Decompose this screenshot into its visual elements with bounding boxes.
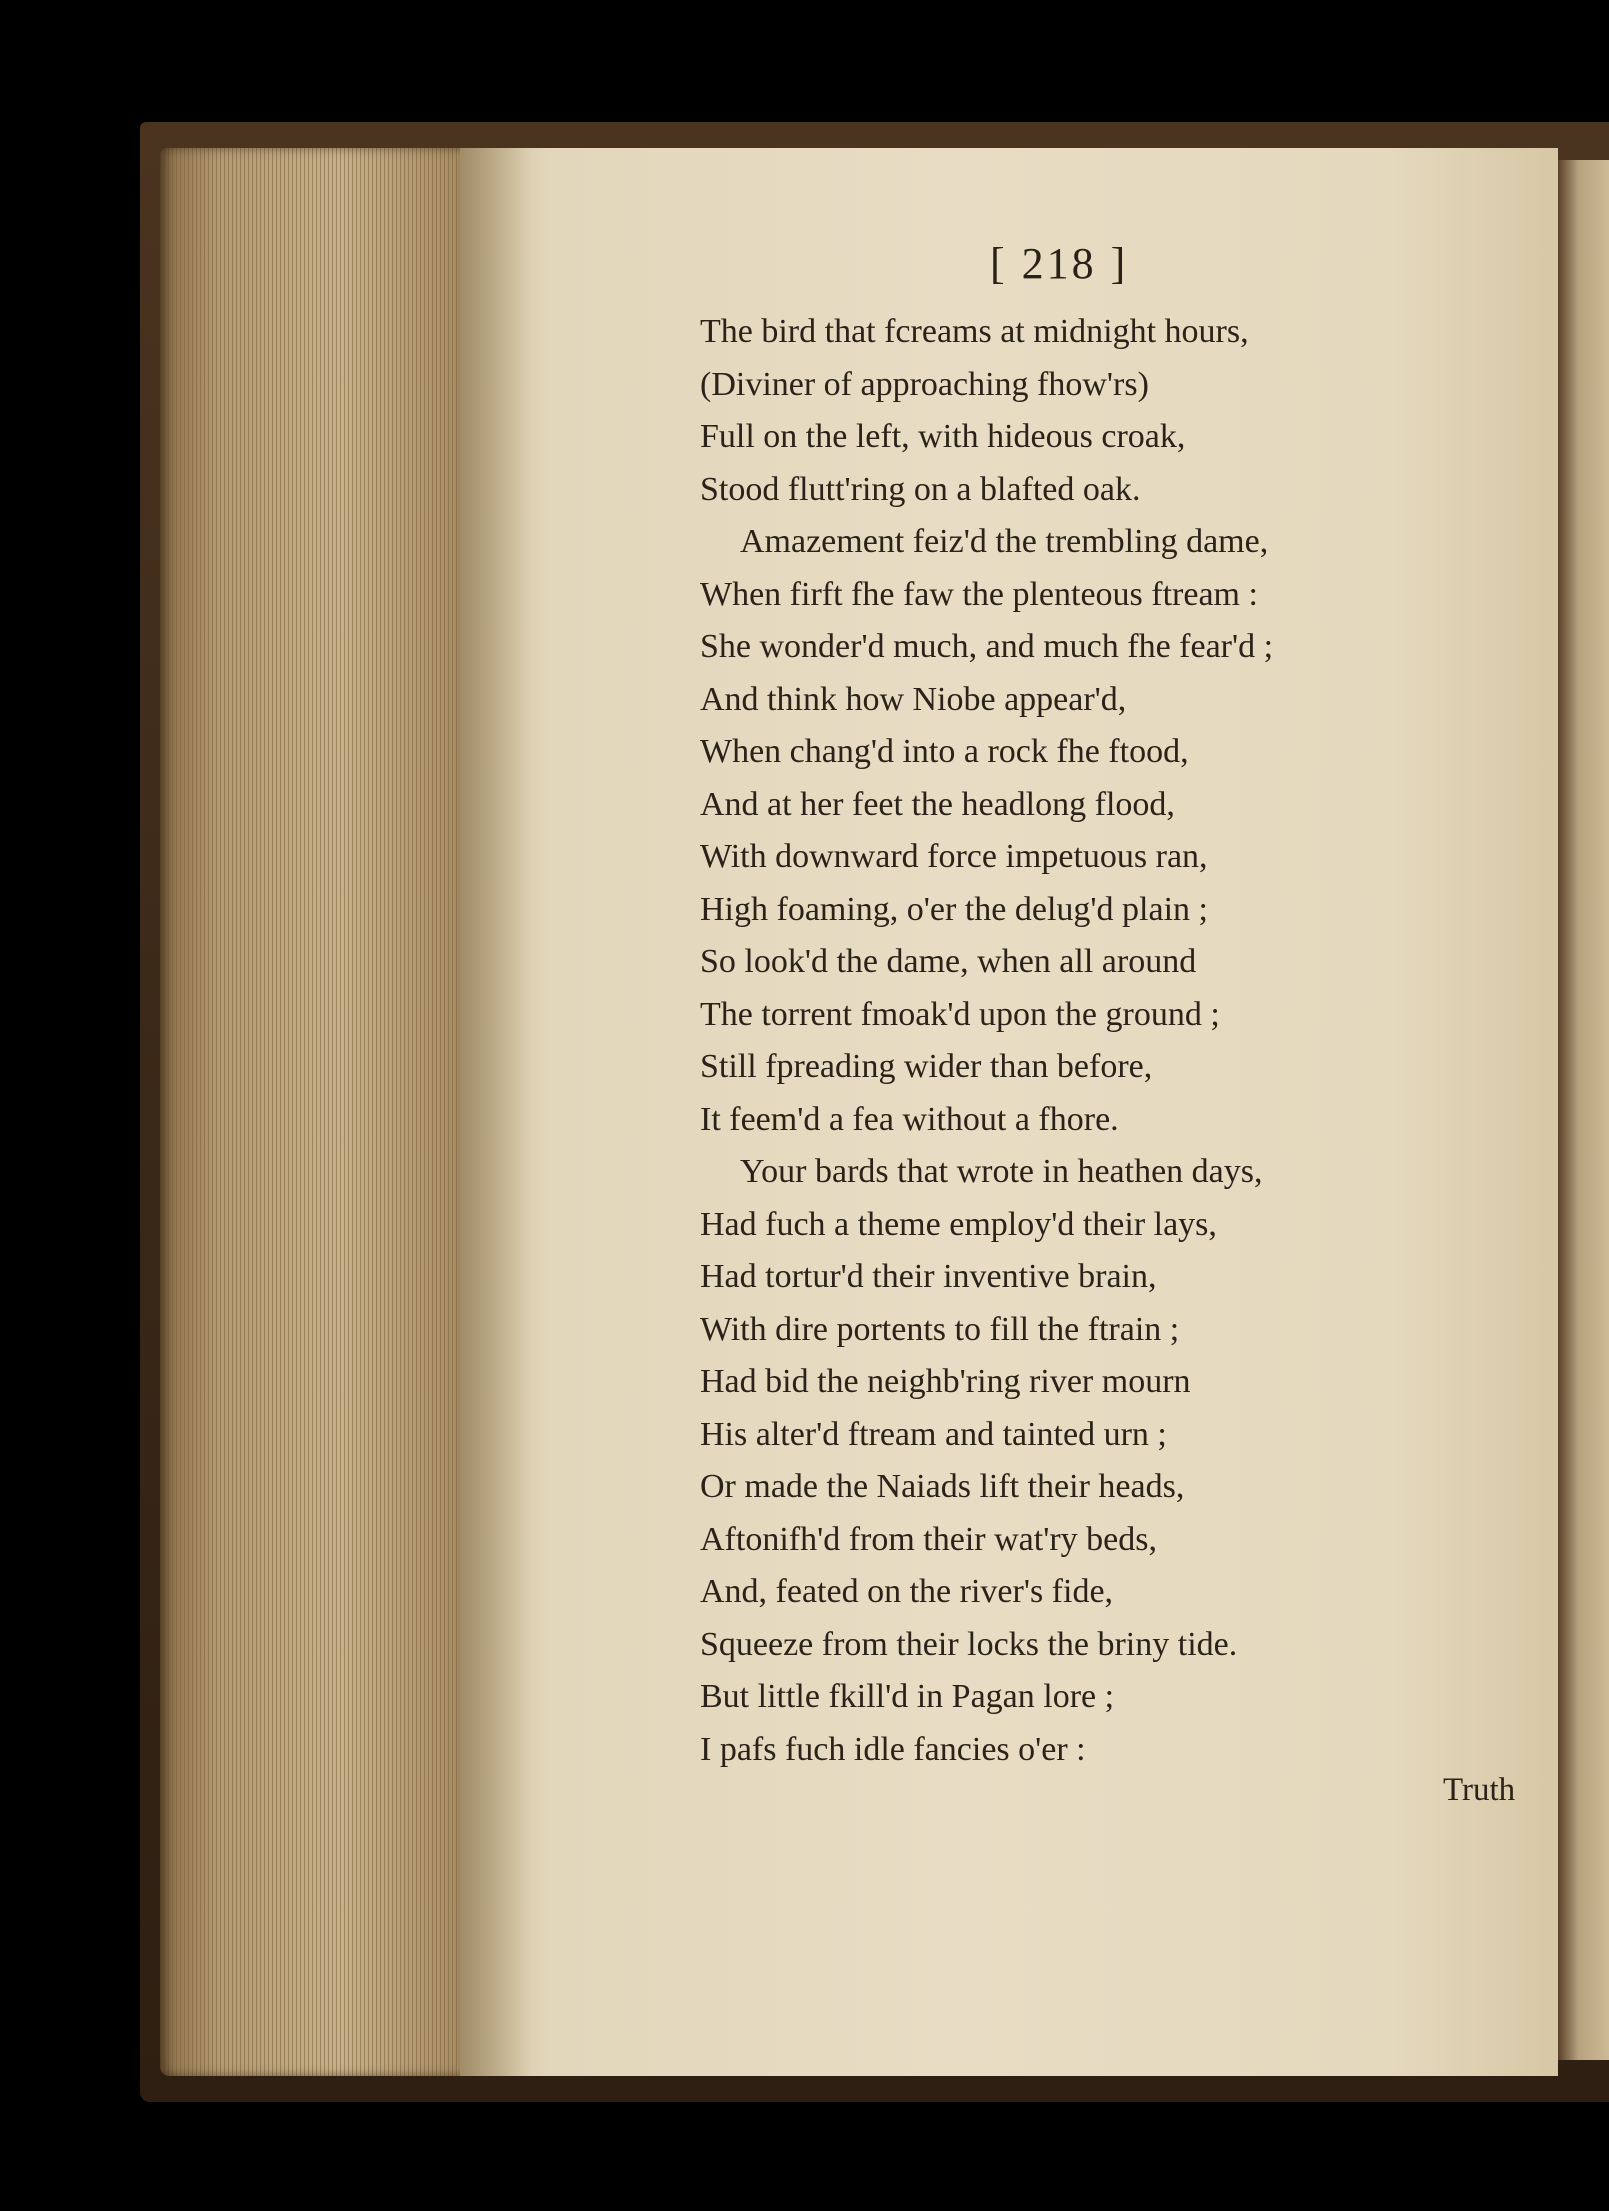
poem-line: And, feated on the river's fide, <box>700 1573 1114 1610</box>
poem-line: But little fkill'd in Pagan lore ; <box>700 1678 1115 1715</box>
poem-line: So look'd the dame, when all around <box>700 943 1197 980</box>
poem-text <box>700 306 1480 1776</box>
poem-line: Or made the Naiads lift their heads, <box>700 1468 1185 1505</box>
poem-line: When firft fhe faw the plenteous ftream : <box>700 575 1258 613</box>
poem-line: I pafs fuch idle fancies o'er : <box>700 1730 1086 1768</box>
poem-line: With dire portents to fill the ftrain ; <box>700 1310 1180 1348</box>
poem-line: With downward force impetuous ran, <box>700 838 1208 875</box>
poem-line: She wonder'd much, and much fhe fear'd ; <box>700 628 1274 665</box>
poem-line: Amazement feiz'd the trembling dame, <box>740 523 1269 560</box>
poem-line: Had tortur'd their inventive brain, <box>700 1258 1157 1295</box>
page-edges <box>160 148 460 2076</box>
poem-line: The bird that fcreams at midnight hours, <box>700 313 1249 350</box>
poem-line: Your bards that wrote in heathen days, <box>740 1153 1263 1190</box>
poem-line: (Diviner of approaching fhow'rs) <box>700 365 1149 403</box>
poem-line: It feem'd a fea without a fhore. <box>700 1100 1119 1138</box>
poem-line: High foaming, o'er the delug'd plain ; <box>700 890 1208 928</box>
poem-line: Still fpreading wider than before, <box>700 1048 1153 1085</box>
poem-line: Had bid the neighb'ring river mourn <box>700 1363 1191 1400</box>
poem-line: When chang'd into a rock fhe ftood, <box>700 733 1189 770</box>
catchword: Truth <box>1443 1772 1516 1808</box>
next-page-edge <box>1558 160 1609 2060</box>
poem-line: Full on the left, with hideous croak, <box>700 418 1186 455</box>
poem-line: Stood flutt'ring on a blafted oak. <box>700 470 1141 508</box>
page-number: [ 218 ] <box>990 239 1129 288</box>
poem-line: His alter'd ftream and tainted urn ; <box>700 1415 1167 1453</box>
gutter-shadow <box>460 148 530 2076</box>
poem-line: Aftonifh'd from their wat'ry beds, <box>700 1520 1157 1558</box>
poem-line: Squeeze from their locks the briny tide. <box>700 1625 1238 1663</box>
poem-line: And at her feet the headlong flood, <box>700 785 1175 823</box>
poem-line: And think how Niobe appear'd, <box>700 680 1127 718</box>
poem-line: The torrent fmoak'd upon the ground ; <box>700 995 1220 1033</box>
poem-line: Had fuch a theme employ'd their lays, <box>700 1205 1217 1243</box>
